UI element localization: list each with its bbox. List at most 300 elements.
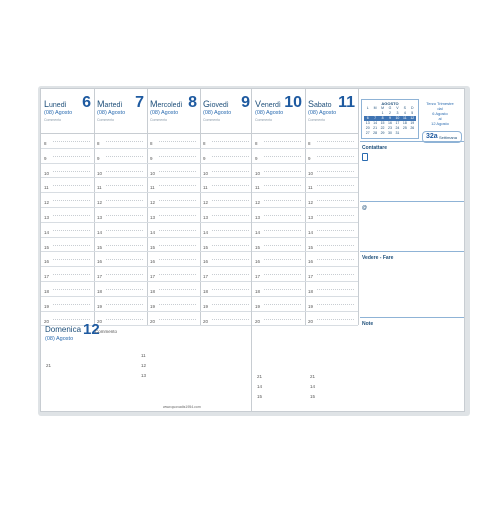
calendar-day[interactable]: 9 — [386, 116, 393, 121]
dotted-line — [159, 171, 196, 172]
day-header — [41, 89, 94, 134]
hour-row[interactable] — [147, 192, 200, 208]
day-column — [200, 89, 254, 325]
hour-label: 17 — [150, 274, 156, 280]
hour-row[interactable] — [41, 177, 94, 193]
hour-label: 18 — [203, 289, 209, 294]
day-number: 6 — [82, 94, 91, 111]
hour-row[interactable] — [41, 266, 94, 282]
hour-label: 10 — [97, 170, 103, 176]
hour-label: 9 — [97, 155, 100, 161]
dotted-line — [159, 259, 196, 260]
calendar-day[interactable]: 13 — [365, 121, 370, 125]
dotted-line — [317, 171, 354, 172]
calendar-day[interactable]: 25 — [402, 126, 407, 130]
hour-label: 16 — [308, 259, 314, 265]
dotted-line — [264, 171, 301, 172]
dotted-line — [264, 289, 301, 290]
dotted-line — [317, 274, 354, 275]
hour-label: 13 — [97, 215, 103, 220]
day-column — [41, 89, 95, 325]
at-symbol: @ — [362, 205, 367, 211]
dotted-line — [317, 319, 354, 320]
hour-row[interactable] — [305, 251, 358, 267]
dotted-line — [106, 289, 143, 290]
hour-label: 14 — [44, 229, 50, 235]
calendar-day[interactable]: 20 — [365, 126, 370, 130]
range-to-label: al — [438, 116, 442, 121]
dotted-line — [264, 319, 301, 320]
hour-label: 12 — [203, 200, 209, 206]
hour-row[interactable] — [252, 266, 305, 282]
hour-label: 13 — [203, 215, 209, 220]
dotted-line — [264, 230, 301, 231]
hour-label: 8 — [308, 141, 311, 146]
calendar-day[interactable]: 31 — [395, 131, 400, 135]
calendar-day[interactable]: 1 — [381, 111, 384, 115]
hour-label: 10 — [308, 170, 314, 176]
hour-row[interactable] — [41, 207, 94, 223]
dotted-line — [264, 245, 301, 246]
hour-label: 10 — [255, 170, 261, 176]
calendar-day[interactable]: 19 — [410, 121, 415, 125]
day-header — [200, 89, 253, 134]
sunday-hour-label: 21 — [46, 363, 52, 368]
hour-row[interactable] — [94, 296, 147, 312]
dotted-line — [317, 289, 354, 290]
hour-label: 18 — [44, 289, 50, 294]
calendar-day[interactable]: 26 — [410, 126, 415, 130]
dotted-line — [159, 200, 196, 201]
hour-label: 14 — [308, 229, 314, 235]
calendar-day[interactable]: 14 — [373, 121, 378, 125]
day-comment-field[interactable]: Commento — [203, 118, 221, 122]
hour-row[interactable] — [252, 207, 305, 223]
hour-row[interactable] — [41, 281, 94, 297]
calendar-day[interactable]: 12 — [410, 116, 415, 120]
hour-label: 9 — [255, 155, 258, 161]
hour-label: 20 — [97, 318, 103, 324]
hour-label: 20 — [255, 318, 261, 324]
hour-row[interactable] — [252, 237, 305, 253]
hour-label: 11 — [97, 185, 102, 191]
day-column — [147, 89, 201, 325]
hour-row[interactable] — [41, 192, 94, 208]
hour-label: 18 — [150, 289, 156, 294]
calendar-day[interactable]: 8 — [379, 116, 386, 121]
hour-row[interactable] — [147, 148, 200, 164]
hour-row[interactable] — [200, 163, 253, 179]
calendar-day[interactable]: 6 — [364, 116, 371, 121]
hour-row[interactable] — [41, 148, 94, 164]
hour-row[interactable] — [200, 207, 253, 223]
footer-url: www.quovadis1954.com — [163, 405, 201, 409]
hour-label: 13 — [308, 215, 314, 220]
dotted-line — [106, 319, 143, 320]
day-header — [252, 89, 305, 134]
hour-row[interactable] — [252, 251, 305, 267]
hour-label: 17 — [203, 274, 209, 280]
dotted-line — [317, 245, 354, 246]
day-comment-field[interactable]: Commento — [308, 118, 326, 122]
hour-label: 18 — [308, 289, 314, 294]
calendar-header: M — [381, 106, 385, 110]
hour-row[interactable] — [147, 281, 200, 297]
calendar-header: M — [373, 106, 377, 110]
hour-label: 14 — [150, 229, 156, 235]
week-label: Settimana — [439, 135, 458, 140]
right-page — [251, 88, 465, 412]
day-header — [94, 89, 147, 134]
hour-row[interactable] — [41, 251, 94, 267]
hour-row[interactable] — [147, 266, 200, 282]
hour-row[interactable] — [147, 207, 200, 223]
hour-label: 9 — [203, 155, 206, 161]
sunday-hour-label: 12 — [141, 363, 147, 368]
extra-hour-label: 21 — [310, 374, 316, 379]
day-name: Giovedì — [203, 99, 229, 109]
dotted-line — [212, 171, 249, 172]
dotted-line — [53, 185, 90, 186]
dotted-line — [53, 215, 90, 216]
day-number: 8 — [188, 94, 197, 111]
hour-row[interactable] — [147, 296, 200, 312]
hour-row[interactable] — [200, 296, 253, 312]
hour-row[interactable] — [200, 251, 253, 267]
extra-hour-label: 14 — [257, 384, 263, 389]
hour-row[interactable] — [200, 237, 253, 253]
hour-row[interactable] — [305, 296, 358, 312]
hour-label: 11 — [308, 185, 313, 191]
day-comment-field[interactable]: Commento — [255, 118, 273, 122]
hour-label: 14 — [203, 229, 209, 235]
hour-label: 18 — [97, 289, 103, 294]
hour-row[interactable] — [305, 222, 358, 238]
dotted-line — [317, 304, 354, 305]
day-comment-field[interactable]: Commento — [150, 118, 168, 122]
calendar-day[interactable] — [401, 131, 408, 136]
calendar-header: L — [366, 106, 369, 110]
hour-row[interactable] — [41, 133, 94, 149]
week-range — [420, 101, 460, 126]
dotted-line — [159, 230, 196, 231]
dotted-line — [159, 289, 196, 290]
day-comment-field[interactable]: Commento — [44, 118, 62, 122]
calendar-day[interactable] — [371, 111, 378, 116]
hour-row[interactable] — [41, 237, 94, 253]
hour-row[interactable] — [252, 222, 305, 238]
hour-label: 16 — [203, 259, 209, 265]
hour-row[interactable] — [252, 296, 305, 312]
calendar-day[interactable]: 28 — [373, 131, 378, 135]
hour-row[interactable] — [252, 177, 305, 193]
hour-row[interactable] — [252, 192, 305, 208]
dotted-line — [317, 200, 354, 201]
hour-row[interactable] — [305, 207, 358, 223]
sunday-hour-label: 13 — [141, 373, 147, 378]
dotted-line — [159, 215, 196, 216]
calendar-header: V — [396, 106, 399, 110]
calendar-day[interactable]: 2 — [389, 111, 391, 115]
dotted-line — [106, 185, 143, 186]
hour-row[interactable] — [41, 163, 94, 179]
hour-label: 13 — [44, 215, 50, 220]
hour-label: 15 — [97, 244, 103, 250]
hour-row[interactable] — [94, 281, 147, 297]
hour-row[interactable] — [41, 296, 94, 312]
dotted-line — [106, 304, 143, 305]
calendar-day[interactable]: 10 — [395, 116, 400, 120]
dotted-line — [53, 289, 90, 290]
hour-row[interactable] — [94, 163, 147, 179]
day-number: 7 — [135, 94, 144, 111]
week-number: 32a — [426, 133, 438, 140]
hour-row[interactable] — [200, 266, 253, 282]
hour-row[interactable] — [305, 266, 358, 282]
calendar-grid — [364, 106, 416, 136]
calendar-day[interactable]: 16 — [388, 121, 392, 125]
dotted-line — [264, 215, 301, 216]
dotted-line — [317, 215, 354, 216]
day-saint: (08) Agosto — [150, 110, 179, 116]
hour-label: 8 — [150, 141, 153, 146]
hour-row[interactable] — [200, 192, 253, 208]
dotted-line — [53, 141, 90, 142]
hour-label: 19 — [97, 303, 103, 309]
dotted-line — [264, 185, 301, 186]
hour-row[interactable] — [94, 266, 147, 282]
dotted-line — [159, 141, 196, 142]
dotted-line — [53, 259, 90, 260]
hour-row[interactable] — [147, 222, 200, 238]
hour-label: 16 — [44, 259, 50, 265]
calendar-day[interactable]: 17 — [395, 121, 400, 125]
dotted-line — [53, 274, 90, 275]
quarter-label: Terzo Trimestre — [426, 101, 454, 106]
calendar-day[interactable]: 11 — [403, 116, 407, 120]
hour-row[interactable] — [94, 237, 147, 253]
dotted-line — [106, 259, 143, 260]
sunday-comment-field[interactable]: Commento — [95, 329, 118, 334]
day-comment-field[interactable]: Commento — [97, 118, 115, 122]
calendar-day[interactable]: 7 — [371, 116, 378, 121]
day-name: Mercoledì — [150, 99, 183, 109]
hour-row[interactable] — [252, 281, 305, 297]
hour-row[interactable] — [305, 281, 358, 297]
contacts-title: Contattare — [362, 145, 388, 151]
hour-row[interactable] — [94, 222, 147, 238]
hour-row[interactable] — [94, 148, 147, 164]
hour-row[interactable] — [147, 163, 200, 179]
hour-row[interactable] — [94, 192, 147, 208]
hour-label: 12 — [97, 200, 103, 206]
dotted-line — [106, 230, 143, 231]
calendar-day[interactable]: 15 — [380, 121, 385, 125]
hour-label: 19 — [255, 303, 261, 309]
hour-row[interactable] — [305, 133, 358, 149]
contacts-section — [360, 141, 464, 202]
notes-title: Note — [362, 321, 374, 327]
hour-row[interactable] — [305, 192, 358, 208]
day-column — [305, 89, 359, 325]
hour-row[interactable] — [200, 177, 253, 193]
hour-label: 15 — [308, 244, 314, 250]
hour-label: 17 — [255, 274, 261, 280]
sunday-hour-label: 11 — [141, 353, 146, 358]
day-saint: (08) Agosto — [255, 110, 284, 116]
hour-label: 11 — [255, 185, 260, 191]
calendar-day[interactable]: 3 — [396, 111, 399, 115]
calendar-day[interactable]: 29 — [380, 131, 385, 135]
day-number: 11 — [338, 94, 355, 111]
hour-row[interactable] — [147, 133, 200, 149]
hour-row[interactable] — [252, 311, 305, 327]
day-number: 10 — [284, 94, 302, 111]
dotted-line — [212, 215, 249, 216]
dotted-line — [53, 200, 90, 201]
dotted-line — [317, 259, 354, 260]
hour-row[interactable] — [252, 133, 305, 149]
hour-row[interactable] — [94, 207, 147, 223]
hour-row[interactable] — [94, 133, 147, 149]
hour-row[interactable] — [94, 251, 147, 267]
hour-label: 20 — [308, 318, 314, 324]
dotted-line — [212, 156, 249, 157]
mini-calendar — [361, 99, 419, 139]
sunday-number: 12 — [83, 321, 100, 338]
dotted-line — [159, 156, 196, 157]
day-name: Martedì — [97, 99, 123, 109]
dotted-line — [264, 259, 301, 260]
calendar-day[interactable]: 23 — [388, 126, 392, 130]
dotted-line — [159, 245, 196, 246]
hour-label: 14 — [97, 229, 103, 235]
dotted-line — [212, 304, 249, 305]
calendar-day[interactable]: 30 — [388, 131, 392, 135]
hour-label: 17 — [44, 274, 50, 280]
email-section — [360, 201, 464, 252]
notes-section — [360, 317, 464, 410]
hour-row[interactable] — [200, 311, 253, 327]
calendar-header: G — [388, 106, 392, 110]
calendar-day[interactable]: 22 — [380, 126, 385, 130]
hour-row[interactable] — [305, 148, 358, 164]
hour-label: 12 — [308, 200, 314, 206]
hour-row[interactable] — [200, 281, 253, 297]
calendar-header: S — [403, 106, 407, 110]
day-number: 9 — [241, 94, 250, 111]
hour-label: 15 — [203, 244, 209, 250]
hour-label: 14 — [255, 229, 261, 235]
hour-label: 15 — [150, 244, 156, 250]
hour-label: 11 — [44, 185, 49, 191]
hour-row[interactable] — [94, 177, 147, 193]
dotted-line — [159, 304, 196, 305]
hour-label: 20 — [44, 318, 50, 324]
day-saint: (08) Agosto — [308, 110, 337, 116]
extra-hour-label: 21 — [257, 374, 263, 379]
hour-row[interactable] — [147, 251, 200, 267]
dotted-line — [264, 200, 301, 201]
dotted-line — [159, 319, 196, 320]
hour-row[interactable] — [200, 222, 253, 238]
calendar-day[interactable]: 21 — [373, 126, 378, 130]
hour-label: 19 — [203, 303, 209, 309]
hour-label: 17 — [308, 274, 314, 280]
hour-row[interactable] — [305, 177, 358, 193]
dotted-line — [53, 319, 90, 320]
calendar-day[interactable] — [364, 111, 371, 116]
dotted-line — [212, 245, 249, 246]
calendar-day[interactable]: 27 — [365, 131, 370, 135]
hour-label: 13 — [255, 215, 261, 220]
calendar-day[interactable] — [409, 131, 416, 136]
left-page — [40, 88, 254, 412]
range-from: 6 Agosto — [432, 111, 448, 116]
dotted-line — [106, 245, 143, 246]
dotted-line — [53, 156, 90, 157]
calendar-day[interactable]: 4 — [403, 111, 406, 115]
hour-row[interactable] — [305, 163, 358, 179]
dotted-line — [212, 185, 249, 186]
hour-label: 20 — [203, 318, 209, 324]
hour-label: 18 — [255, 289, 261, 294]
dotted-line — [212, 259, 249, 260]
dotted-line — [106, 141, 143, 142]
hour-label: 19 — [308, 303, 314, 309]
hour-label: 11 — [203, 185, 208, 191]
sunday-name: Domenica — [45, 325, 82, 334]
hour-row[interactable] — [41, 222, 94, 238]
hour-row[interactable] — [305, 311, 358, 327]
hour-label: 19 — [150, 303, 156, 309]
dotted-line — [159, 185, 196, 186]
hour-row[interactable] — [305, 237, 358, 253]
sunday-block — [43, 321, 193, 365]
day-column — [252, 89, 306, 325]
calendar-day[interactable]: 5 — [411, 111, 414, 115]
hour-row[interactable] — [252, 163, 305, 179]
hour-label: 10 — [203, 170, 209, 176]
dotted-line — [212, 141, 249, 142]
hour-row[interactable] — [200, 133, 253, 149]
calendar-day[interactable]: 24 — [395, 126, 400, 130]
dotted-line — [53, 245, 90, 246]
dotted-line — [106, 171, 143, 172]
day-name: Sabato — [308, 99, 332, 109]
calendar-day[interactable]: 18 — [402, 121, 407, 125]
phone-icon — [362, 153, 368, 161]
hour-row[interactable] — [147, 237, 200, 253]
dotted-line — [264, 304, 301, 305]
dotted-line — [212, 200, 249, 201]
hour-row[interactable] — [200, 148, 253, 164]
dotted-line — [106, 156, 143, 157]
hour-label: 8 — [255, 141, 258, 146]
day-saint: (08) Agosto — [97, 110, 126, 116]
hour-row[interactable] — [147, 177, 200, 193]
hour-label: 12 — [255, 200, 261, 206]
dotted-line — [264, 274, 301, 275]
dotted-line — [317, 156, 354, 157]
hour-label: 9 — [150, 155, 153, 161]
hour-row[interactable] — [252, 148, 305, 164]
hour-label: 15 — [255, 244, 261, 250]
hour-label: 20 — [150, 318, 156, 324]
day-header — [147, 89, 200, 134]
dotted-line — [106, 200, 143, 201]
dotted-line — [212, 289, 249, 290]
